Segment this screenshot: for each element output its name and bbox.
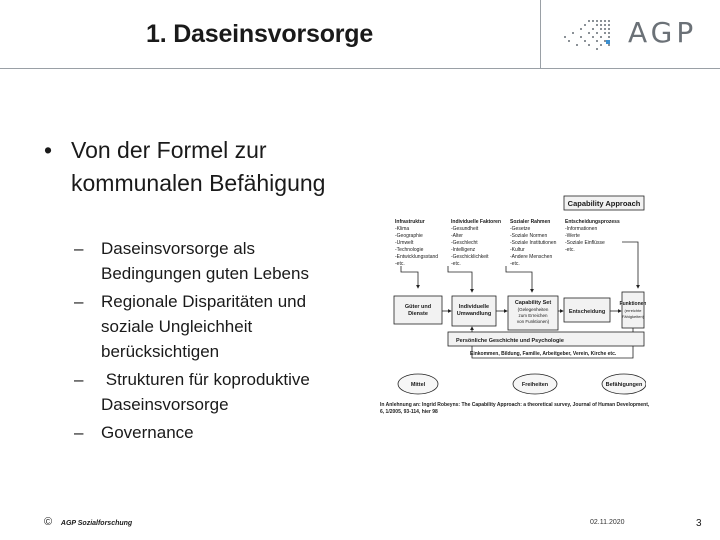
column-item: -Soziale Institutionen <box>510 240 557 246</box>
box-gueter-dienste <box>394 296 442 324</box>
box-label: Entscheidung <box>568 309 606 315</box>
column-heading: Individuelle Faktoren <box>451 219 502 225</box>
column-heading: Infrastruktur <box>395 219 425 225</box>
footer-firm: AGP Sozialforschung <box>60 520 133 527</box>
band-sub-label: Einkommen, Bildung, Familie, Arbeitgeber, Verein, Kirche etc. <box>470 351 617 357</box>
box-label: von Funktionen) <box>516 319 550 324</box>
column-item: -Intelligenz <box>451 247 476 253</box>
sub-bullet-text: Governance <box>101 423 194 442</box>
sub-bullet <box>74 236 344 286</box>
column-item: -etc. <box>451 261 461 267</box>
footer-date: 02.11.2020 <box>590 519 625 526</box>
ellipse-label: Freiheiten <box>521 382 549 388</box>
sub-bullet-list <box>74 236 344 448</box>
sub-bullet-text: Daseinsvorsorge als Bedingungen guten Lebens <box>101 239 309 283</box>
box-label: Umwandlung <box>456 311 492 317</box>
box-label: zum Erreichen <box>518 313 548 318</box>
column-item: -Umwelt <box>395 240 414 246</box>
column-item: -Technologie <box>395 247 424 253</box>
diagram-canvas <box>376 192 646 420</box>
column-item: -etc. <box>510 261 520 267</box>
box-label: Funktionen <box>619 301 646 307</box>
column-heading: Entscheidungsprozess <box>565 219 620 225</box>
box-label: Dienste <box>408 311 428 317</box>
main-bullet-text: Von der Formel zur kommunalen Befähigung <box>71 137 326 196</box>
column-item: -Geographie <box>395 233 423 239</box>
logo-text: AGP <box>628 16 698 49</box>
column-individuelle-faktoren <box>451 219 501 267</box>
sub-bullet-text: Strukturen für koproduktive Daseinsvorsorge <box>101 370 315 414</box>
column-item: -Werte <box>565 233 580 239</box>
column-item: -Informationen <box>565 226 598 232</box>
column-item: -Entwicklungsstand <box>395 254 439 260</box>
diagram-title: Capability Approach <box>567 199 641 208</box>
column-item: -Kultur <box>510 247 525 253</box>
column-item: -Soziale Einflüsse <box>565 240 605 246</box>
sub-bullet <box>74 420 344 445</box>
column-item: -Alter <box>451 233 463 239</box>
column-entscheidungsprozess <box>565 219 620 253</box>
column-infrastruktur <box>395 219 438 267</box>
capability-approach-diagram <box>376 192 646 420</box>
sub-bullet <box>74 367 344 417</box>
sub-bullet <box>74 289 344 364</box>
slide-title: 1. Daseinsvorsorge <box>146 20 374 48</box>
dash-icon: – <box>74 292 84 311</box>
column-item: -Andere Menschen <box>510 254 553 260</box>
column-item: -Geschlecht <box>451 240 478 246</box>
diagram-reference: In Anlehnung an: Ingrid Robeyns: The Capability Approach: a theoretical survey, Journal of Human Development, 6, 1/2005, 93-114, hier 98 <box>380 402 650 415</box>
box-label: Güter und <box>404 304 432 310</box>
dash-icon: – <box>74 239 84 258</box>
header-divider-vertical <box>540 0 541 68</box>
box-label: Individuelle <box>458 304 490 310</box>
column-item: -Gesundheit <box>451 226 479 232</box>
main-bullet <box>44 134 334 200</box>
column-item: -etc. <box>395 261 405 267</box>
column-sozialer-rahmen <box>510 219 557 267</box>
ellipse-label: Mittel <box>410 382 426 388</box>
page-number: 3 <box>696 518 702 529</box>
header <box>0 0 720 70</box>
band-label: Persönliche Geschichte und Psychologie <box>456 338 564 344</box>
column-heading: Sozialer Rahmen <box>510 219 551 225</box>
column-item: -Gesetze <box>510 226 531 232</box>
column-item: -Soziale Normen <box>510 233 548 239</box>
ellipse-label: Befähigungen <box>605 382 643 388</box>
copyright-icon: © <box>44 516 53 528</box>
box-label: (Gelegenheiten <box>517 307 549 312</box>
dash-icon: – <box>74 370 84 389</box>
box-label: Fähigkeiten) <box>621 314 645 319</box>
column-item: -etc. <box>565 247 575 253</box>
column-item: -Geschicklichkeit <box>451 254 489 260</box>
box-label: Capability Set <box>514 300 552 306</box>
footer-copyright <box>44 516 132 528</box>
bullet-icon: • <box>44 137 53 163</box>
agp-logo <box>556 14 696 54</box>
box-label: (erreichte <box>624 308 642 313</box>
logo-dot-grid-icon <box>556 14 626 54</box>
sub-bullet-text: Regionale Disparitäten und soziale Ungleichheit berücksichtigen <box>101 292 307 361</box>
dash-icon: – <box>74 423 84 442</box>
header-divider <box>0 68 720 69</box>
column-item: -Klima <box>395 226 410 232</box>
